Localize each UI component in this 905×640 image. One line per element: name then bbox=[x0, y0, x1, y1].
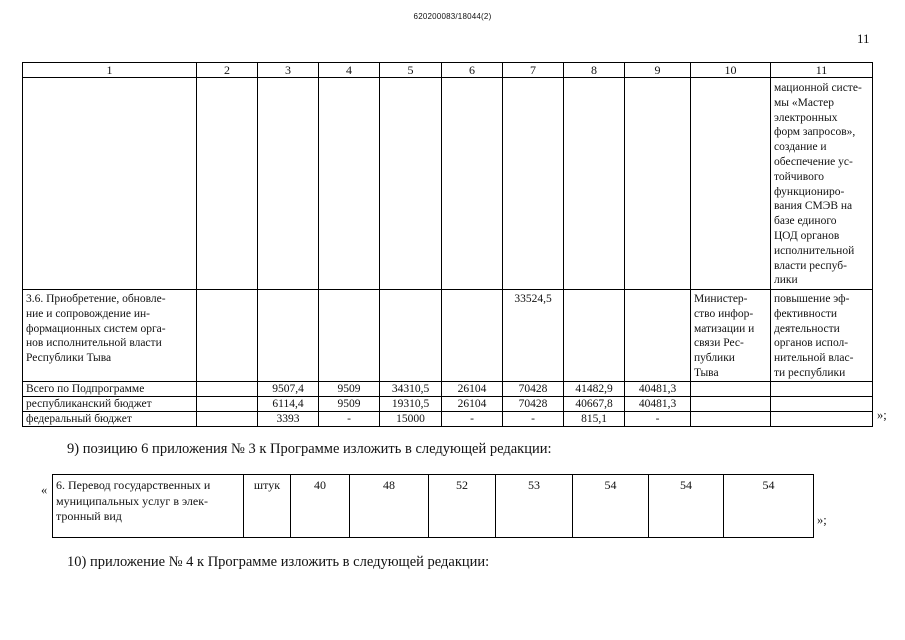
table-row-continuation bbox=[23, 78, 873, 290]
column-number: 9 bbox=[625, 63, 691, 78]
executor-cell: Министер- ство инфор- матизации и связи Рес- публики Тыва bbox=[691, 290, 771, 382]
amount-cell: 9509 bbox=[319, 396, 380, 411]
table-cell bbox=[691, 78, 771, 290]
amount-cell: - bbox=[319, 411, 380, 426]
table-cell bbox=[771, 381, 873, 396]
table-cell bbox=[442, 290, 503, 382]
amount-cell: 33524,5 bbox=[503, 290, 564, 382]
result-cell: мационной систе- мы «Мастер электронных форм запросов», создание и обеспечение ус- тойчивого функциониро- вания СМЭВ на базе единого ЦОД органов исполнительной власти респуб- лики bbox=[771, 78, 873, 290]
column-number: 10 bbox=[691, 63, 771, 78]
table2-closing-quote: »; bbox=[817, 513, 827, 527]
table-row-federal-budget bbox=[23, 411, 873, 426]
activity-name-cell: 3.6. Приобретение, обновле- ние и сопровождение ин- формационных систем орга- нов исполнительной власти Республики Тыва bbox=[23, 290, 197, 382]
indicator-name-cell: 6. Перевод государственных и муниципальных услуг в элек- тронный вид bbox=[53, 475, 244, 538]
table-cell bbox=[197, 396, 258, 411]
table-cell bbox=[625, 78, 691, 290]
column-number: 1 bbox=[23, 63, 197, 78]
column-number: 8 bbox=[564, 63, 625, 78]
table-cell bbox=[319, 78, 380, 290]
table-cell bbox=[442, 78, 503, 290]
table-cell bbox=[197, 411, 258, 426]
value-cell: 53 bbox=[496, 475, 573, 538]
amount-cell: 3393 bbox=[258, 411, 319, 426]
amount-cell: - bbox=[503, 411, 564, 426]
value-cell: 52 bbox=[429, 475, 496, 538]
column-number: 7 bbox=[503, 63, 564, 78]
table-row-republican-budget bbox=[23, 396, 873, 411]
amount-cell: - bbox=[625, 411, 691, 426]
table-cell bbox=[23, 78, 197, 290]
table-cell bbox=[691, 381, 771, 396]
amount-cell: 9507,4 bbox=[258, 381, 319, 396]
document-code: 620200083/18044(2) bbox=[413, 12, 492, 21]
unit-cell: штук bbox=[244, 475, 291, 538]
table-cell bbox=[625, 290, 691, 382]
table-cell bbox=[691, 396, 771, 411]
amount-cell: 815,1 bbox=[564, 411, 625, 426]
indicator-table bbox=[52, 474, 814, 538]
table-row-3-6 bbox=[23, 290, 873, 382]
table-row-total bbox=[23, 381, 873, 396]
table-cell bbox=[691, 411, 771, 426]
value-cell: 40 bbox=[291, 475, 350, 538]
page-number: 11 bbox=[857, 31, 870, 46]
column-number: 3 bbox=[258, 63, 319, 78]
amount-cell: 15000 bbox=[380, 411, 442, 426]
amount-cell: 34310,5 bbox=[380, 381, 442, 396]
amount-cell: 70428 bbox=[503, 396, 564, 411]
indicator-row bbox=[53, 475, 814, 538]
amount-cell: - bbox=[442, 411, 503, 426]
row-label: федеральный бюджет bbox=[23, 411, 197, 426]
row-label: Всего по Подпрограмме bbox=[23, 381, 197, 396]
amount-cell: 19310,5 bbox=[380, 396, 442, 411]
table-cell bbox=[319, 290, 380, 382]
table-cell bbox=[771, 411, 873, 426]
amount-cell: 6114,4 bbox=[258, 396, 319, 411]
column-number: 4 bbox=[319, 63, 380, 78]
amount-cell: 40481,3 bbox=[625, 381, 691, 396]
value-cell: 54 bbox=[724, 475, 814, 538]
instruction-10: 10) приложение № 4 к Программе изложить в следующей редакции: bbox=[67, 554, 490, 570]
table-cell bbox=[564, 78, 625, 290]
column-number: 5 bbox=[380, 63, 442, 78]
table-cell bbox=[197, 381, 258, 396]
amount-cell: 26104 bbox=[442, 396, 503, 411]
column-number-row bbox=[23, 63, 873, 78]
subprogram-table bbox=[22, 62, 873, 427]
table-cell bbox=[564, 290, 625, 382]
table-cell bbox=[258, 290, 319, 382]
instruction-9: 9) позицию 6 приложения № 3 к Программе изложить в следующей редакции: bbox=[67, 441, 552, 457]
amount-cell: 70428 bbox=[503, 381, 564, 396]
value-cell: 54 bbox=[649, 475, 724, 538]
value-cell: 54 bbox=[573, 475, 649, 538]
table-cell bbox=[258, 78, 319, 290]
amount-cell: 26104 bbox=[442, 381, 503, 396]
table-cell bbox=[771, 396, 873, 411]
result-cell: повышение эф- фективности деятельности органов испол- нительной влас- ти республики bbox=[771, 290, 873, 382]
amount-cell: 40481,3 bbox=[625, 396, 691, 411]
column-number: 2 bbox=[197, 63, 258, 78]
amount-cell: 40667,8 bbox=[564, 396, 625, 411]
row-label: республиканский бюджет bbox=[23, 396, 197, 411]
column-number: 6 bbox=[442, 63, 503, 78]
column-number: 11 bbox=[771, 63, 873, 78]
table-cell bbox=[503, 78, 564, 290]
table-cell bbox=[197, 78, 258, 290]
table-cell bbox=[380, 290, 442, 382]
table-cell bbox=[380, 78, 442, 290]
table2-opening-quote: « bbox=[41, 483, 48, 497]
table1-closing-quote: »; bbox=[877, 408, 887, 422]
amount-cell: 9509 bbox=[319, 381, 380, 396]
table-cell bbox=[197, 290, 258, 382]
value-cell: 48 bbox=[350, 475, 429, 538]
amount-cell: 41482,9 bbox=[564, 381, 625, 396]
